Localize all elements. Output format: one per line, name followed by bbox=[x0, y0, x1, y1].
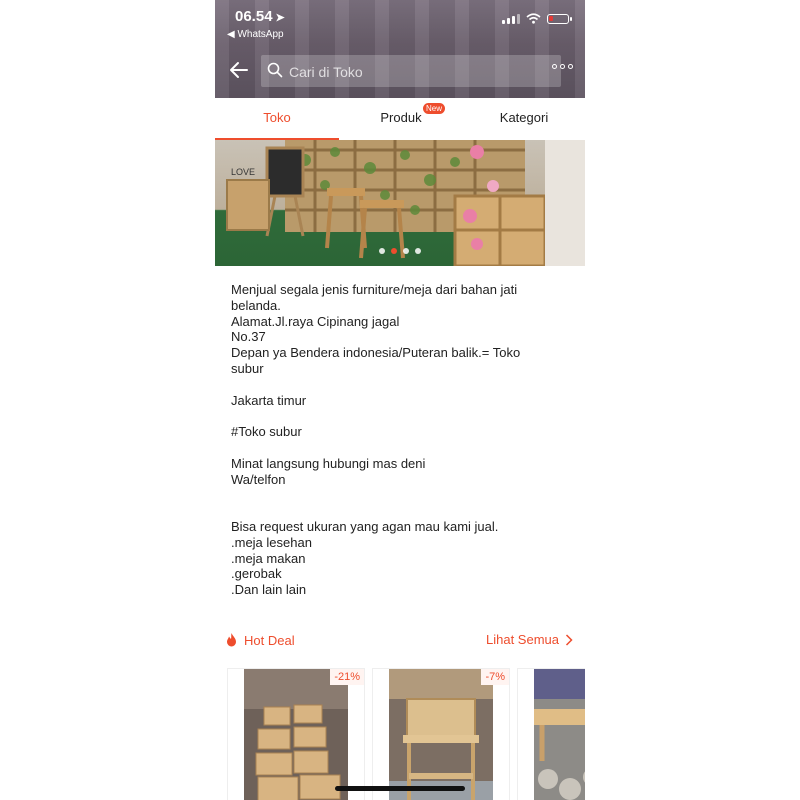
new-badge: New bbox=[423, 103, 445, 114]
pagination-dot[interactable] bbox=[379, 248, 385, 254]
signal-icon bbox=[502, 13, 520, 24]
chevron-right-icon bbox=[565, 634, 573, 646]
product-card[interactable] bbox=[517, 668, 585, 800]
see-all-label: Lihat Semua bbox=[486, 632, 559, 647]
clock: 06.54 bbox=[235, 8, 273, 25]
search-bar[interactable] bbox=[261, 55, 561, 87]
back-arrow-icon[interactable] bbox=[227, 58, 251, 82]
search-input[interactable] bbox=[287, 55, 541, 89]
status-time bbox=[235, 8, 285, 25]
status-icons bbox=[502, 13, 569, 24]
pagination-dot[interactable] bbox=[415, 248, 421, 254]
hot-deal-header bbox=[225, 630, 295, 650]
fire-icon bbox=[225, 633, 238, 648]
discount-badge: -21% bbox=[330, 669, 364, 685]
hot-deal-title: Hot Deal bbox=[244, 632, 295, 648]
pagination-dot-active[interactable] bbox=[391, 248, 397, 254]
see-all-link[interactable] bbox=[486, 632, 573, 647]
product-image bbox=[244, 669, 348, 800]
back-to-app-link[interactable]: ◀ WhatsApp bbox=[227, 29, 284, 40]
home-indicator[interactable] bbox=[335, 786, 465, 791]
battery-icon bbox=[547, 14, 569, 24]
tab-produk[interactable] bbox=[339, 98, 463, 140]
store-header bbox=[215, 0, 585, 98]
svg-text:LOVE: LOVE bbox=[231, 167, 256, 177]
tab-label: Toko bbox=[263, 110, 291, 125]
banner-pagination bbox=[215, 248, 585, 254]
store-tabs bbox=[215, 98, 585, 141]
tab-label: Produk bbox=[380, 110, 422, 125]
discount-badge: -7% bbox=[481, 669, 509, 685]
wifi-icon bbox=[526, 13, 541, 24]
product-card[interactable] bbox=[227, 668, 365, 800]
location-arrow-icon: ➤ bbox=[275, 12, 285, 24]
tab-toko[interactable] bbox=[215, 98, 339, 140]
store-description: Menjual segala jenis furniture/meja dari bahan jati belanda. Alamat.Jl.raya Cipinang jagal No.37 Depan ya Bendera indonesia/Puteran balik.= Toko subur Jakarta timur #Toko subur Minat langsung hubungi mas deni Wa/telfon Bisa request ukuran yang agan mau kami jual. .meja lesehan .meja makan .gerobak .Dan lain lain bbox=[231, 282, 521, 598]
product-card[interactable] bbox=[372, 668, 510, 800]
tab-kategori[interactable] bbox=[463, 98, 585, 140]
search-icon bbox=[267, 62, 283, 78]
more-options-icon[interactable] bbox=[552, 64, 573, 69]
product-image bbox=[534, 669, 585, 800]
pagination-dot[interactable] bbox=[403, 248, 409, 254]
tab-label: Kategori bbox=[499, 110, 549, 125]
product-image bbox=[389, 669, 493, 800]
phone-screen bbox=[215, 0, 585, 800]
